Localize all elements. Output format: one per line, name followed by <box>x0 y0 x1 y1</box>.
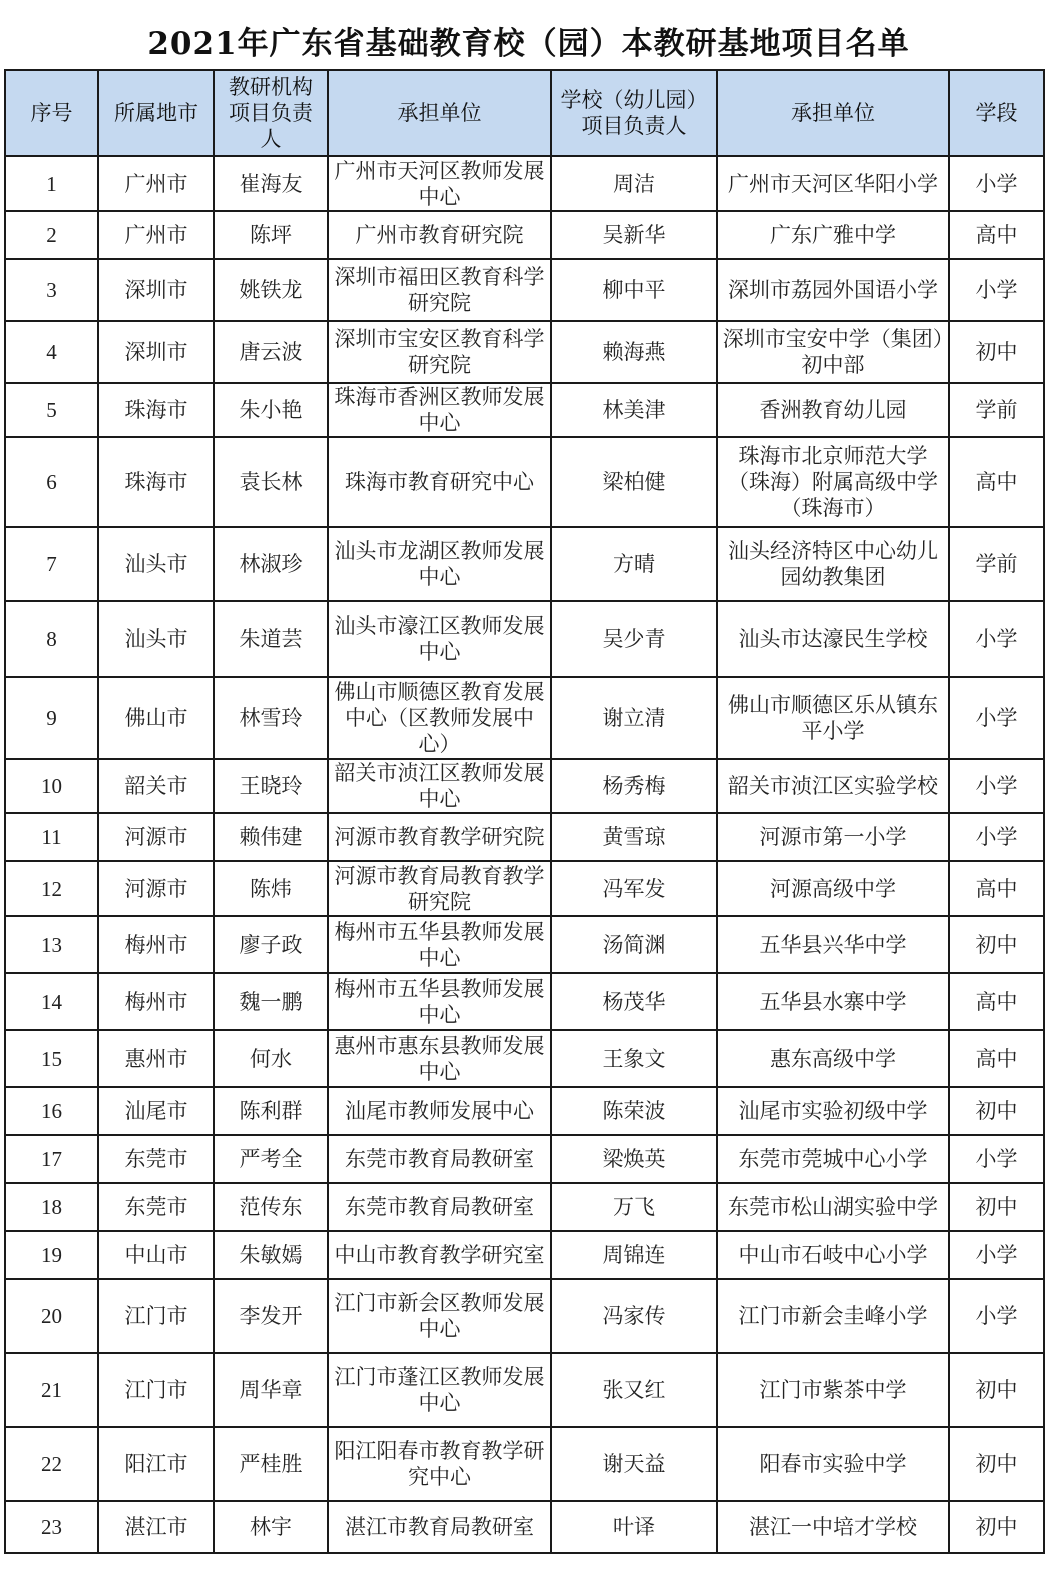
table-row <box>5 1501 1044 1553</box>
cell-research-lead: 严考全 <box>214 1135 328 1183</box>
cell-school-lead: 陈荣波 <box>551 1087 717 1135</box>
cell-research-lead: 魏一鹏 <box>214 973 328 1030</box>
cell-stage: 初中 <box>949 1183 1044 1231</box>
cell-index: 21 <box>5 1353 98 1427</box>
cell-research-lead: 唐云波 <box>214 321 328 383</box>
cell-research-unit: 江门市蓬江区教师发展中心 <box>328 1353 551 1427</box>
header-city: 所属地市 <box>98 70 214 156</box>
table-row <box>5 1135 1044 1183</box>
cell-school-lead: 赖海燕 <box>551 321 717 383</box>
cell-stage: 初中 <box>949 916 1044 973</box>
cell-city: 梅州市 <box>98 973 214 1030</box>
cell-research-unit: 东莞市教育局教研室 <box>328 1183 551 1231</box>
cell-school-unit: 汕头市达濠民生学校 <box>717 601 949 677</box>
cell-research-lead: 王晓玲 <box>214 759 328 813</box>
project-list-table <box>4 69 1045 1554</box>
cell-city: 韶关市 <box>98 759 214 813</box>
cell-school-lead: 冯家传 <box>551 1279 717 1353</box>
cell-school-unit: 广州市天河区华阳小学 <box>717 156 949 211</box>
cell-school-unit: 东莞市莞城中心小学 <box>717 1135 949 1183</box>
cell-city: 汕头市 <box>98 601 214 677</box>
cell-school-unit: 河源高级中学 <box>717 861 949 916</box>
cell-city: 广州市 <box>98 211 214 259</box>
cell-research-lead: 朱敏嫣 <box>214 1231 328 1279</box>
cell-school-unit: 深圳市荔园外国语小学 <box>717 259 949 321</box>
cell-stage: 学前 <box>949 383 1044 437</box>
cell-research-unit: 湛江市教育局教研室 <box>328 1501 551 1553</box>
cell-index: 13 <box>5 916 98 973</box>
cell-index: 20 <box>5 1279 98 1353</box>
cell-school-lead: 梁柏健 <box>551 437 717 527</box>
cell-index: 19 <box>5 1231 98 1279</box>
table-header-row <box>5 70 1044 156</box>
cell-research-unit: 汕尾市教师发展中心 <box>328 1087 551 1135</box>
header-index: 序号 <box>5 70 98 156</box>
cell-research-lead: 严桂胜 <box>214 1427 328 1501</box>
cell-index: 14 <box>5 973 98 1030</box>
table-row <box>5 1427 1044 1501</box>
cell-stage: 小学 <box>949 677 1044 759</box>
table-row <box>5 677 1044 759</box>
cell-index: 22 <box>5 1427 98 1501</box>
cell-stage: 小学 <box>949 1279 1044 1353</box>
cell-school-lead: 汤简渊 <box>551 916 717 973</box>
cell-school-lead: 方晴 <box>551 527 717 601</box>
cell-research-unit: 中山市教育教学研究室 <box>328 1231 551 1279</box>
cell-school-unit: 江门市紫茶中学 <box>717 1353 949 1427</box>
cell-city: 阳江市 <box>98 1427 214 1501</box>
cell-school-unit: 阳春市实验中学 <box>717 1427 949 1501</box>
cell-school-unit: 汕尾市实验初级中学 <box>717 1087 949 1135</box>
cell-city: 深圳市 <box>98 259 214 321</box>
cell-stage: 小学 <box>949 1231 1044 1279</box>
cell-school-unit: 香洲教育幼儿园 <box>717 383 949 437</box>
cell-research-lead: 周华章 <box>214 1353 328 1427</box>
cell-school-lead: 黄雪琼 <box>551 813 717 861</box>
table-row <box>5 1353 1044 1427</box>
cell-stage: 高中 <box>949 1030 1044 1087</box>
cell-research-lead: 陈炜 <box>214 861 328 916</box>
cell-research-unit: 深圳市宝安区教育科学研究院 <box>328 321 551 383</box>
cell-school-lead: 林美津 <box>551 383 717 437</box>
cell-school-unit: 河源市第一小学 <box>717 813 949 861</box>
cell-research-unit: 河源市教育教学研究院 <box>328 813 551 861</box>
cell-stage: 初中 <box>949 321 1044 383</box>
cell-index: 7 <box>5 527 98 601</box>
cell-research-unit: 韶关市浈江区教师发展中心 <box>328 759 551 813</box>
cell-school-lead: 叶译 <box>551 1501 717 1553</box>
cell-school-lead: 谢立清 <box>551 677 717 759</box>
table-row <box>5 813 1044 861</box>
cell-research-unit: 深圳市福田区教育科学研究院 <box>328 259 551 321</box>
table-row <box>5 973 1044 1030</box>
cell-stage: 初中 <box>949 1087 1044 1135</box>
cell-city: 深圳市 <box>98 321 214 383</box>
table-row <box>5 1279 1044 1353</box>
cell-research-unit: 汕头市濠江区教师发展中心 <box>328 601 551 677</box>
cell-city: 珠海市 <box>98 437 214 527</box>
table-row <box>5 1030 1044 1087</box>
cell-stage: 小学 <box>949 1135 1044 1183</box>
cell-school-lead: 杨茂华 <box>551 973 717 1030</box>
cell-index: 23 <box>5 1501 98 1553</box>
cell-school-lead: 吴新华 <box>551 211 717 259</box>
table-row <box>5 861 1044 916</box>
header-research-unit: 承担单位 <box>328 70 551 156</box>
cell-index: 18 <box>5 1183 98 1231</box>
cell-school-unit: 佛山市顺德区乐从镇东平小学 <box>717 677 949 759</box>
cell-school-unit: 湛江一中培才学校 <box>717 1501 949 1553</box>
cell-research-lead: 陈利群 <box>214 1087 328 1135</box>
cell-research-unit: 阳江阳春市教育教学研究中心 <box>328 1427 551 1501</box>
table-row <box>5 383 1044 437</box>
cell-research-lead: 范传东 <box>214 1183 328 1231</box>
cell-school-unit: 广东广雅中学 <box>717 211 949 259</box>
cell-research-unit: 河源市教育局教育教学研究院 <box>328 861 551 916</box>
cell-school-unit: 东莞市松山湖实验中学 <box>717 1183 949 1231</box>
cell-research-unit: 佛山市顺德区教育发展中心（区教师发展中心） <box>328 677 551 759</box>
table-row <box>5 759 1044 813</box>
cell-city: 东莞市 <box>98 1183 214 1231</box>
cell-city: 江门市 <box>98 1353 214 1427</box>
cell-research-unit: 广州市天河区教师发展中心 <box>328 156 551 211</box>
cell-research-unit: 东莞市教育局教研室 <box>328 1135 551 1183</box>
cell-city: 江门市 <box>98 1279 214 1353</box>
header-school-unit: 承担单位 <box>717 70 949 156</box>
cell-stage: 高中 <box>949 211 1044 259</box>
cell-index: 1 <box>5 156 98 211</box>
cell-research-lead: 陈坪 <box>214 211 328 259</box>
cell-school-lead: 周洁 <box>551 156 717 211</box>
cell-research-lead: 林宇 <box>214 1501 328 1553</box>
cell-city: 惠州市 <box>98 1030 214 1087</box>
cell-index: 17 <box>5 1135 98 1183</box>
cell-school-lead: 谢天益 <box>551 1427 717 1501</box>
table-row <box>5 527 1044 601</box>
cell-research-lead: 袁长林 <box>214 437 328 527</box>
cell-stage: 小学 <box>949 156 1044 211</box>
cell-index: 3 <box>5 259 98 321</box>
cell-index: 2 <box>5 211 98 259</box>
cell-research-lead: 林雪玲 <box>214 677 328 759</box>
cell-school-unit: 韶关市浈江区实验学校 <box>717 759 949 813</box>
cell-school-unit: 深圳市宝安中学（集团）初中部 <box>717 321 949 383</box>
page-title: 2021年广东省基础教育校（园）本教研基地项目名单 <box>147 26 910 62</box>
cell-index: 4 <box>5 321 98 383</box>
table-row <box>5 1183 1044 1231</box>
cell-stage: 小学 <box>949 601 1044 677</box>
cell-index: 12 <box>5 861 98 916</box>
cell-school-lead: 梁焕英 <box>551 1135 717 1183</box>
cell-city: 珠海市 <box>98 383 214 437</box>
cell-stage: 初中 <box>949 1501 1044 1553</box>
cell-school-lead: 柳中平 <box>551 259 717 321</box>
table-row <box>5 211 1044 259</box>
cell-city: 汕尾市 <box>98 1087 214 1135</box>
table-row <box>5 1087 1044 1135</box>
table-row <box>5 156 1044 211</box>
cell-research-unit: 珠海市香洲区教师发展中心 <box>328 383 551 437</box>
cell-research-unit: 江门市新会区教师发展中心 <box>328 1279 551 1353</box>
cell-index: 16 <box>5 1087 98 1135</box>
cell-city: 东莞市 <box>98 1135 214 1183</box>
cell-research-lead: 赖伟建 <box>214 813 328 861</box>
cell-stage: 学前 <box>949 527 1044 601</box>
cell-city: 河源市 <box>98 861 214 916</box>
table-row <box>5 601 1044 677</box>
cell-index: 9 <box>5 677 98 759</box>
table-row <box>5 259 1044 321</box>
cell-stage: 高中 <box>949 973 1044 1030</box>
cell-research-unit: 汕头市龙湖区教师发展中心 <box>328 527 551 601</box>
cell-stage: 高中 <box>949 861 1044 916</box>
cell-school-unit: 汕头经济特区中心幼儿园幼教集团 <box>717 527 949 601</box>
cell-index: 10 <box>5 759 98 813</box>
cell-city: 广州市 <box>98 156 214 211</box>
cell-research-lead: 朱道芸 <box>214 601 328 677</box>
header-stage: 学段 <box>949 70 1044 156</box>
cell-school-lead: 万飞 <box>551 1183 717 1231</box>
cell-research-unit: 梅州市五华县教师发展中心 <box>328 973 551 1030</box>
cell-stage: 小学 <box>949 759 1044 813</box>
cell-index: 8 <box>5 601 98 677</box>
table-row <box>5 321 1044 383</box>
table-row <box>5 916 1044 973</box>
cell-school-unit: 中山市石岐中心小学 <box>717 1231 949 1279</box>
cell-index: 15 <box>5 1030 98 1087</box>
table-row <box>5 437 1044 527</box>
cell-city: 汕头市 <box>98 527 214 601</box>
cell-index: 5 <box>5 383 98 437</box>
cell-research-lead: 廖子政 <box>214 916 328 973</box>
cell-school-lead: 冯军发 <box>551 861 717 916</box>
header-research-lead: 教研机构项目负责人 <box>214 70 328 156</box>
cell-school-unit: 五华县水寨中学 <box>717 973 949 1030</box>
cell-school-lead: 吴少青 <box>551 601 717 677</box>
cell-school-lead: 张又红 <box>551 1353 717 1427</box>
table-body <box>5 156 1044 1553</box>
cell-school-lead: 周锦连 <box>551 1231 717 1279</box>
cell-city: 中山市 <box>98 1231 214 1279</box>
cell-school-unit: 江门市新会圭峰小学 <box>717 1279 949 1353</box>
cell-stage: 高中 <box>949 437 1044 527</box>
cell-index: 11 <box>5 813 98 861</box>
cell-research-lead: 朱小艳 <box>214 383 328 437</box>
cell-school-unit: 惠东高级中学 <box>717 1030 949 1087</box>
cell-stage: 小学 <box>949 259 1044 321</box>
cell-school-lead: 王象文 <box>551 1030 717 1087</box>
cell-research-lead: 林淑珍 <box>214 527 328 601</box>
cell-index: 6 <box>5 437 98 527</box>
cell-research-unit: 梅州市五华县教师发展中心 <box>328 916 551 973</box>
cell-stage: 初中 <box>949 1427 1044 1501</box>
header-school-lead: 学校（幼儿园）项目负责人 <box>551 70 717 156</box>
cell-school-unit: 五华县兴华中学 <box>717 916 949 973</box>
cell-research-lead: 崔海友 <box>214 156 328 211</box>
cell-research-lead: 何水 <box>214 1030 328 1087</box>
cell-research-unit: 珠海市教育研究中心 <box>328 437 551 527</box>
cell-school-unit: 珠海市北京师范大学（珠海）附属高级中学（珠海市） <box>717 437 949 527</box>
cell-research-unit: 广州市教育研究院 <box>328 211 551 259</box>
cell-city: 湛江市 <box>98 1501 214 1553</box>
cell-city: 河源市 <box>98 813 214 861</box>
cell-school-lead: 杨秀梅 <box>551 759 717 813</box>
cell-city: 梅州市 <box>98 916 214 973</box>
cell-city: 佛山市 <box>98 677 214 759</box>
cell-research-unit: 惠州市惠东县教师发展中心 <box>328 1030 551 1087</box>
table-row <box>5 1231 1044 1279</box>
cell-research-lead: 李发开 <box>214 1279 328 1353</box>
cell-stage: 初中 <box>949 1353 1044 1427</box>
cell-research-lead: 姚铁龙 <box>214 259 328 321</box>
cell-stage: 小学 <box>949 813 1044 861</box>
